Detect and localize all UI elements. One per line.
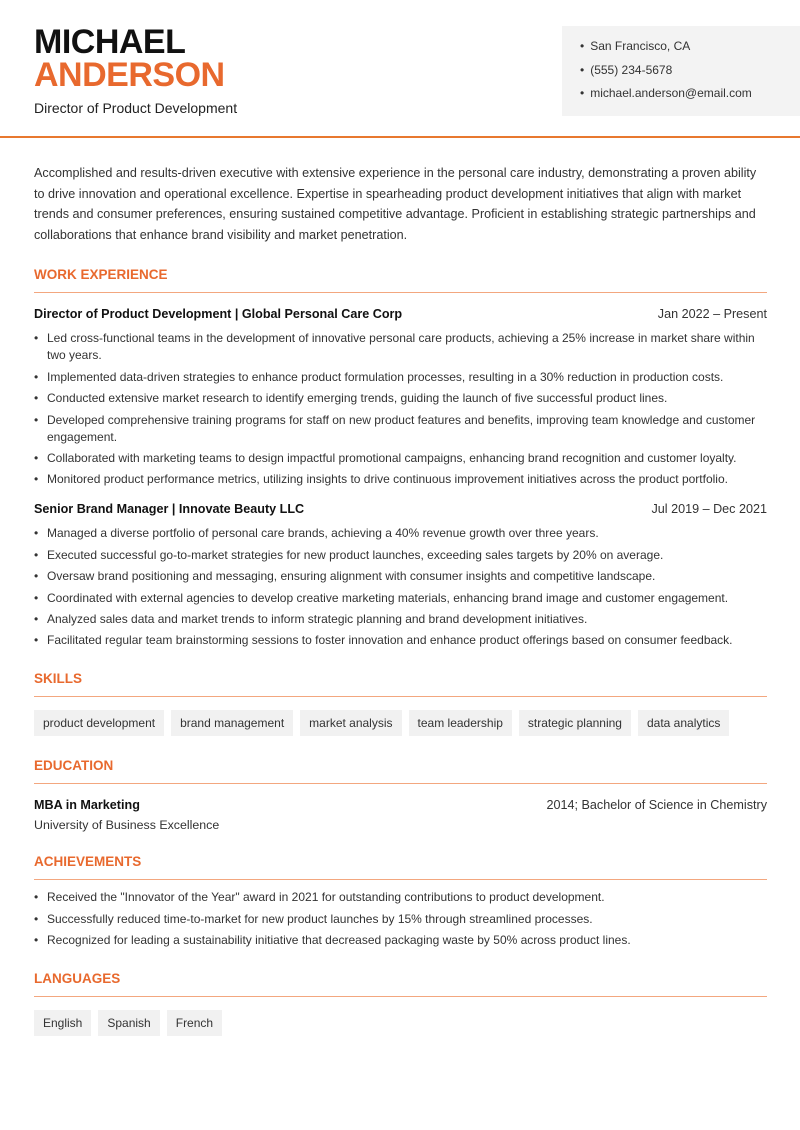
job-dates: Jan 2022 – Present [657, 307, 767, 322]
degree: MBA in Marketing [34, 798, 140, 813]
bullet-item: • Executed successful go-to-market strategies for new product launches, exceeding sales targets by 20% on average. [34, 547, 767, 564]
bullet-item: • Developed comprehensive training programs for staff on new product features and benefits, improving team knowledge and customer engagement. [34, 412, 767, 446]
contact-box [562, 26, 800, 116]
achievements-list [34, 889, 767, 949]
bullet-item: • Conducted extensive market research to identify emerging trends, guiding the launch of five successful product lines. [34, 390, 767, 407]
school: University of Business Excellence [34, 818, 220, 833]
resume-body [34, 163, 767, 1036]
education-entry [34, 798, 767, 812]
achievement-item: • Recognized for leading a sustainability initiative that decreased packaging waste by 50% across product lines. [34, 932, 767, 949]
bullet-item: • Coordinated with external agencies to develop creative marketing materials, enhancing brand image and customer engagement. [34, 590, 767, 607]
first-name: MICHAEL [34, 23, 186, 61]
contact-phone: • (555) 234-5678 [580, 63, 800, 87]
skills-list [34, 710, 767, 736]
bullet-item: • Collaborated with marketing teams to design impactful promotional campaigns, enhancing brand recognition and customer loyalty. [34, 450, 767, 467]
skill-tag: strategic planning [519, 710, 631, 736]
job-bullets [34, 330, 767, 488]
job-dates: Jul 2019 – Dec 2021 [651, 502, 767, 517]
achievement-item: • Successfully reduced time-to-market for new product launches by 15% through streamlined processes. [34, 911, 767, 928]
job-header [34, 307, 767, 321]
bullet-item: • Implemented data-driven strategies to enhance product formulation processes, resulting in a 30% reduction in production costs. [34, 369, 767, 386]
bullet-item: • Managed a diverse portfolio of personal care brands, achieving a 40% revenue growth over three years. [34, 525, 767, 542]
job-title: Director of Product Development [34, 100, 238, 116]
skill-tag: product development [34, 710, 164, 736]
bullet-item: • Oversaw brand positioning and messaging, ensuring alignment with consumer insights and competitive landscape. [34, 568, 767, 585]
bullet-item: • Facilitated regular team brainstorming sessions to foster innovation and enhance product offerings based on consumer feedback. [34, 632, 767, 649]
contact-location: • San Francisco, CA [580, 39, 800, 63]
section-heading-education: EDUCATION [34, 758, 767, 784]
language-tag: English [34, 1010, 91, 1036]
language-tag: Spanish [98, 1010, 159, 1036]
skill-tag: market analysis [300, 710, 401, 736]
languages-list [34, 1010, 767, 1036]
bullet-item: • Analyzed sales data and market trends to inform strategic planning and brand development initiatives. [34, 611, 767, 628]
bullet-item: • Monitored product performance metrics, utilizing insights to drive continuous improvement initiatives across the product portfolio. [34, 471, 767, 488]
bullet-item: • Led cross-functional teams in the development of innovative personal care products, achieving a 25% increase in market share within two years. [34, 330, 767, 364]
language-tag: French [167, 1010, 222, 1036]
summary: Accomplished and results-driven executive with extensive experience in the personal care industry, demonstrating a proven ability to drive innovation and operational excellence. Expertise in spearheading product development initiatives that align with market trends and consumer preferences, ensuring sustained competitive advantage. Proficient in establishing strategic partnerships and collaborations that enhance brand visibility and market penetration. [34, 166, 757, 242]
section-heading-work: WORK EXPERIENCE [34, 267, 767, 293]
achievement-item: • Received the "Innovator of the Year" award in 2021 for outstanding contributions to product development. [34, 889, 767, 906]
resume-header [0, 0, 800, 138]
section-heading-achievements: ACHIEVEMENTS [34, 854, 767, 880]
skill-tag: team leadership [409, 710, 512, 736]
job-bullets [34, 525, 767, 649]
section-heading-languages: LANGUAGES [34, 971, 767, 997]
skill-tag: data analytics [638, 710, 729, 736]
work-list [34, 307, 767, 649]
skill-tag: brand management [171, 710, 293, 736]
job-header [34, 502, 767, 516]
contact-email[interactable]: • michael.anderson@email.com [580, 86, 800, 110]
last-name: ANDERSON [34, 56, 225, 94]
section-heading-skills: SKILLS [34, 671, 767, 697]
job-title: Director of Product Development | Global Personal Care Corp [34, 307, 403, 322]
education-details: 2014; Bachelor of Science in Chemistry [546, 798, 767, 813]
job-title: Senior Brand Manager | Innovate Beauty LLC [34, 502, 305, 517]
